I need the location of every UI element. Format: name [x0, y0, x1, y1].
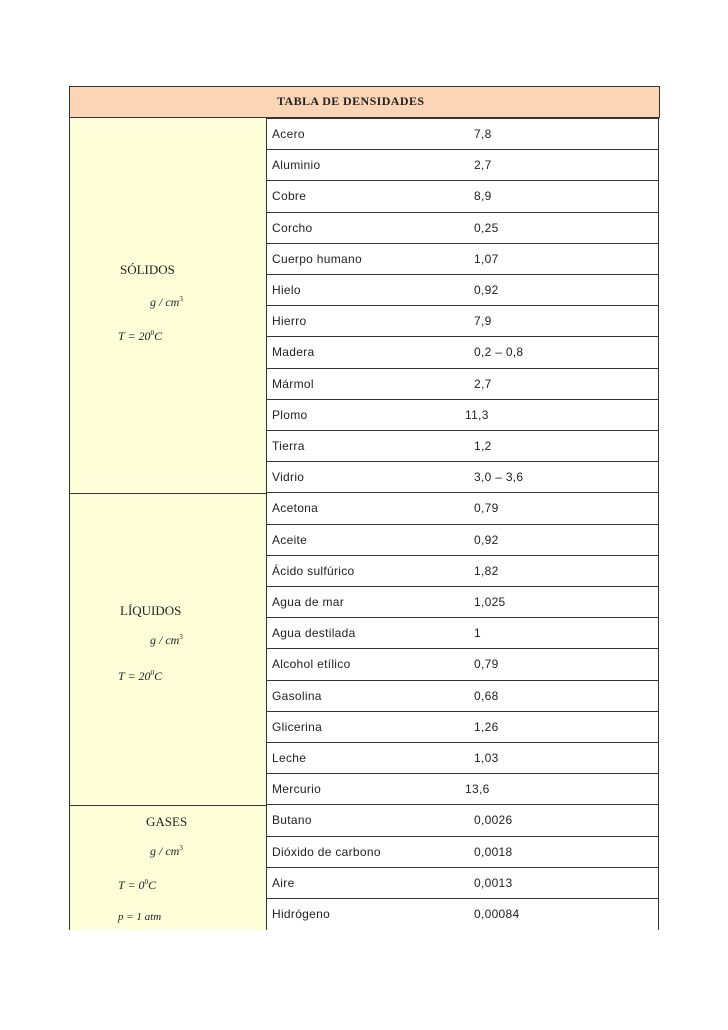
density-value: 1,03 [474, 751, 499, 765]
group-label: LÍQUIDOS [120, 603, 182, 618]
density-value: 8,9 [474, 189, 492, 203]
material-name: Cobre [272, 189, 307, 203]
density-value: 0,79 [474, 501, 499, 515]
material-name: Plomo [272, 408, 308, 422]
density-value: 0,25 [474, 221, 499, 235]
group-label: SÓLIDOS [120, 262, 175, 277]
material-name: Ácido sulfúrico [272, 564, 355, 578]
table-row [266, 742, 659, 774]
table-row [266, 118, 659, 150]
table-row [266, 773, 659, 805]
table-row [266, 305, 659, 337]
density-value: 0,92 [474, 283, 499, 297]
density-value: 1,025 [474, 595, 506, 609]
material-name: Gasolina [272, 689, 322, 703]
table-row [266, 836, 659, 868]
material-name: Glicerina [272, 720, 323, 734]
group-divider [70, 805, 266, 806]
group-unit: g / $cm^3$ [150, 295, 183, 309]
group-gases [69, 805, 266, 930]
density-value: 11,3 [465, 408, 489, 422]
group-condition: $T = 0^0C$ [118, 878, 157, 892]
density-value: 0,0013 [474, 876, 513, 890]
density-value: 0,68 [474, 689, 499, 703]
material-name: Corcho [272, 221, 313, 235]
group-unit: g / $cm^3$ [150, 633, 183, 647]
group-liquidos [69, 493, 266, 805]
table-row [266, 368, 659, 400]
material-name: Mercurio [272, 782, 322, 796]
group-solidos [69, 118, 266, 493]
table-row [266, 898, 659, 930]
table-row [266, 648, 659, 680]
material-name: Butano [272, 813, 312, 827]
density-value: 1,07 [474, 252, 499, 266]
material-name: Dióxido de carbono [272, 845, 381, 859]
material-name: Hierro [272, 314, 307, 328]
density-value: 0,2 – 0,8 [474, 345, 524, 359]
density-value: 13,6 [465, 782, 490, 796]
material-name: Alcohol etílico [272, 657, 351, 671]
material-name: Acetona [272, 501, 319, 515]
material-name: Mármol [272, 377, 314, 391]
table-row [266, 336, 659, 368]
material-name: Leche [272, 751, 307, 765]
material-name: Cuerpo humano [272, 252, 362, 266]
group-divider [70, 493, 266, 494]
table-row [266, 243, 659, 275]
material-name: Vidrio [272, 470, 305, 484]
material-name: Aluminio [272, 158, 321, 172]
material-name: Acero [272, 127, 305, 141]
table-row [266, 399, 659, 431]
table-header [69, 86, 660, 118]
table-row [266, 149, 659, 181]
density-value: 3,0 – 3,6 [474, 470, 524, 484]
density-value: 7,8 [474, 127, 492, 141]
table-row [266, 524, 659, 556]
density-value: 0,00084 [474, 907, 520, 921]
table-row [266, 867, 659, 899]
table-row [266, 274, 659, 306]
density-value: 7,9 [474, 314, 492, 328]
table-row [266, 617, 659, 649]
table-row [266, 180, 659, 212]
material-name: Hidrógeno [272, 907, 331, 921]
density-table [69, 86, 660, 930]
group-unit: g / $cm^3$ [150, 844, 183, 858]
material-name: Agua de mar [272, 595, 345, 609]
density-value: 1,2 [474, 439, 492, 453]
table-title: TABLA DE DENSIDADES [277, 94, 425, 108]
table-row [266, 586, 659, 618]
density-value: 1,26 [474, 720, 499, 734]
table-row [266, 461, 659, 493]
material-name: Hielo [272, 283, 301, 297]
density-value: 0,0018 [474, 845, 513, 859]
material-name: Tierra [272, 439, 305, 453]
density-value: 1 [474, 626, 481, 640]
table-row [266, 711, 659, 743]
table-row [266, 492, 659, 524]
table-row [266, 430, 659, 462]
table-row [266, 555, 659, 587]
material-name: Aire [272, 876, 295, 890]
group-pressure: p = 1 atm [118, 911, 162, 923]
material-name: Agua destilada [272, 626, 356, 640]
table-row [266, 212, 659, 244]
density-value: 0,0026 [474, 813, 513, 827]
material-name: Madera [272, 345, 315, 359]
group-condition: $T = 20^0C$ [118, 329, 163, 343]
density-value: 0,92 [474, 533, 499, 547]
table-row [266, 680, 659, 712]
material-name: Aceite [272, 533, 308, 547]
table-row [266, 804, 659, 836]
density-value: 0,79 [474, 657, 499, 671]
density-value: 2,7 [474, 158, 492, 172]
density-value: 2,7 [474, 377, 492, 391]
group-label: GASES [146, 814, 188, 829]
group-condition: $T = 20^0C$ [118, 669, 163, 683]
density-value: 1,82 [474, 564, 499, 578]
